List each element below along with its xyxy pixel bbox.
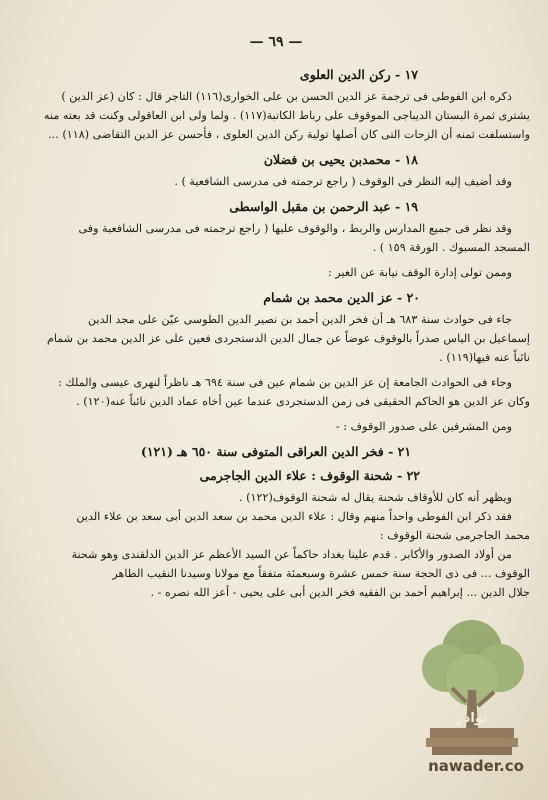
logo-arabic-text: نوادر: [456, 711, 488, 726]
text-line: المسجد المسبوك . الورقة ١٥٩ ) .: [372, 241, 530, 254]
intro-paragraph: [22, 263, 530, 282]
text-line: وقد نظر فى جميع المدارس والربط ، والوقوف عليها ( راجع ترجمته فى مدرسى الشافعية وفى: [78, 222, 512, 235]
section-heading-19: ١٩ - عبد الرحمن بن مقبل الواسطى: [229, 199, 418, 214]
paragraph-hawadith: [22, 373, 530, 411]
text-line: واستسلفت ثمنه أن الزحات التى كان أصلها تولية ركن الدين العلوى ، فأحسن عز الدين التقاضى (١١٨) ...: [48, 128, 530, 141]
text-line: وممن تولى إدارة الوقف نيابة عن الغير :: [327, 266, 512, 279]
text-line: الوقوف ... فى ذى الحجة سنة خمس عشرة وسبعمئة متفقاً مع مولانا وسيدنا النقيب الطاهر: [112, 567, 530, 580]
section-body-17: [22, 87, 530, 144]
section-heading-17: ١٧ - ركن الدين العلوى: [299, 67, 418, 82]
text-line: نائباً عنه فيها(١١٩) .: [439, 351, 530, 364]
text-line: وجاء فى الحوادث الجامعة إن عز الدين بن شمام عين فى سنة ٦٩٤ هـ ناظراً لنهرى عيسى والملك :: [58, 376, 512, 389]
nawader-logo-watermark: [408, 610, 536, 780]
text-line: ذكره ابن الفوطى فى ترجمة عز الدين الحسن بن على الخوارى(١١٦) التاجر قال : كان (عز الدين ): [61, 90, 512, 103]
section-body-19: [22, 219, 530, 257]
section-body-22: [22, 488, 530, 602]
text-line: إسماعيل بن الياس صدراً بالوقوف عوضاً عن جمال الدين الدستجردى فعين على عز الدين محمد بن شمام: [46, 332, 530, 345]
text-line: من أولاد الصدور والأكابر . قدم علينا بغداد حاكماً عن السيد الأعظم عز الدين الدلقندى وهو شحنة: [71, 548, 512, 561]
text-line: جلال الدين ... إبراهيم أحمد بن الفقيه فخر الدين أبى على يحيى - أعز الله نصره - .: [150, 586, 530, 599]
section-heading-22: ٢٢ - شحنة الوقوف : علاء الدين الجاجرمى: [199, 468, 420, 483]
section-heading-18: ١٨ - محمدبن يحيى بن فضلان: [263, 152, 418, 167]
text-line: وكان عز الدين هو الحاكم الحقيقى فى زمن الدستجردى عندما عين أخاه عماد الدين نائباً عنه(١٢٠) .: [76, 395, 530, 408]
section-body-18: [22, 172, 530, 191]
section-heading-21: ٢١ - فخر الدين العراقى المتوفى سنة ٦٥٠ هـ (١٢١): [140, 444, 412, 459]
text-line: يشترى ثمرة البستان الديباجى الموقوف على رباط الكاتبة(١١٧) . ولما ولى ابن العاقولى وكنت قد بعته منه: [44, 109, 530, 122]
text-line: محمد الجاجرمى شحنة الوقوف :: [379, 529, 530, 542]
text-line: فقد ذكر ابن الفوطى واحداً منهم وقال : علاء الدين محمد بن سعد الدين أبى سعد بن علاء الدين: [76, 510, 512, 523]
page-content: [22, 34, 530, 608]
page-number: — ٦٩ —: [249, 34, 303, 50]
paragraph-supervisors: [22, 417, 530, 436]
text-line: ويظهر أنه كان للأوقاف شحنة يقال له شحنة الوقوف(١٢٢) .: [238, 491, 512, 504]
section-heading-20: ٢٠ - عز الدين محمد بن شمام: [263, 290, 420, 305]
text-line: ومن المشرفين على صدور الوقوف : -: [335, 420, 512, 433]
text-line: جاء فى حوادث سنة ٦٨٣ هـ أن فخر الدين أحمد بن نصير الدين الطوسى عيّن على مجد الدين: [87, 313, 512, 326]
text-line: وقد أضيف إليه النظر فى الوقوف ( راجع ترجمته فى مدرسى الشافعية ) .: [174, 175, 512, 188]
watermark-text: nawader.co: [428, 757, 524, 775]
section-body-20: [22, 310, 530, 367]
